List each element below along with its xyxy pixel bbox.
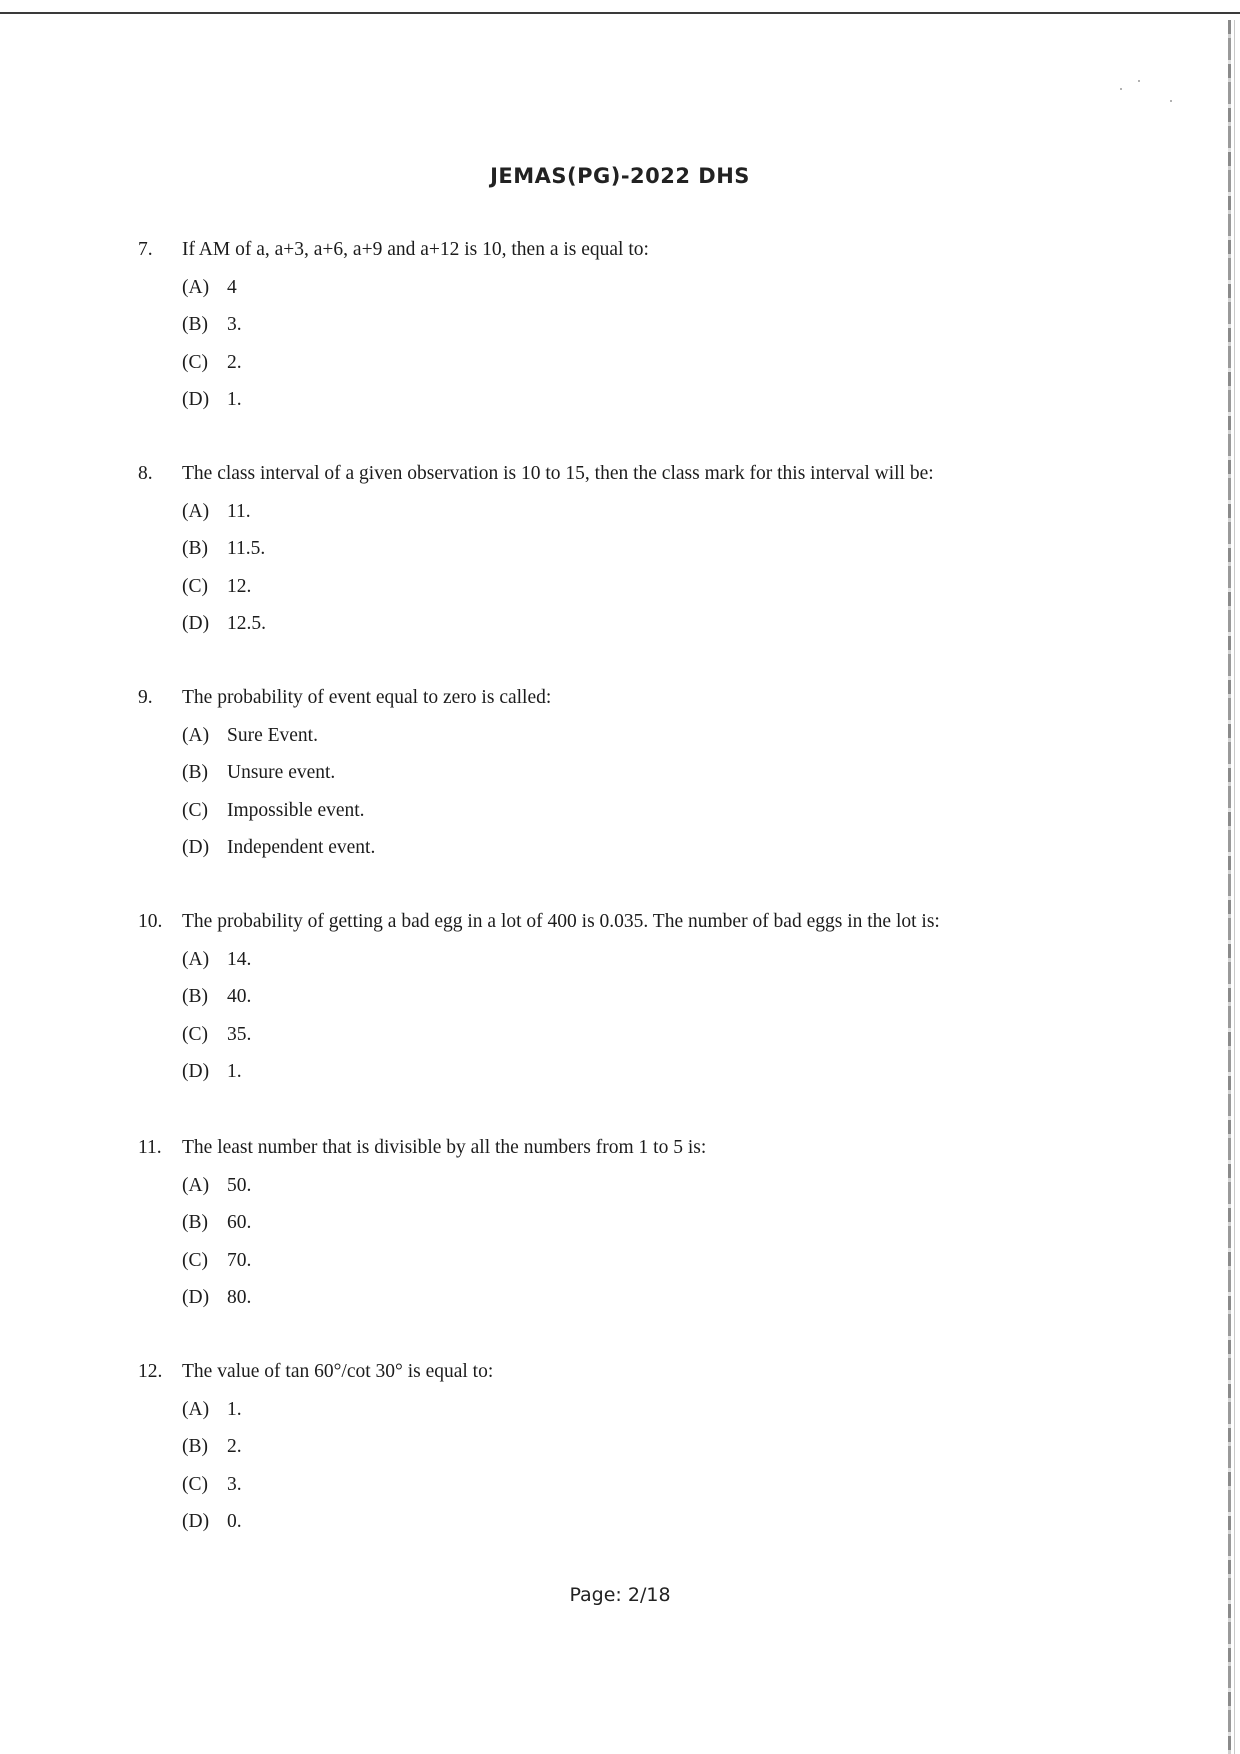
question-text: The probability of getting a bad egg in a lot of 400 is 0.035. The number of bad eggs in the lot is:	[182, 911, 940, 932]
option-letter: (B)	[182, 314, 208, 335]
question-12	[138, 1360, 1138, 1534]
option-text: 12.	[227, 575, 252, 597]
question-7	[138, 238, 1138, 412]
question-stem	[138, 462, 1138, 486]
option-text: 40.	[227, 986, 252, 1007]
scan-right-edge	[1228, 20, 1231, 1754]
option-a	[138, 724, 1138, 748]
option-text: 12.5.	[227, 613, 266, 634]
question-text: The value of tan 60°/cot 30° is equal to:	[182, 1361, 494, 1382]
option-text: Unsure event.	[227, 762, 336, 783]
option-b	[138, 313, 1138, 337]
option-text: 1.	[227, 1061, 242, 1082]
option-text: 80.	[227, 1287, 252, 1308]
option-d	[138, 612, 1138, 636]
option-d	[138, 1286, 1138, 1310]
option-text: 3.	[227, 314, 242, 335]
option-b	[138, 985, 1138, 1009]
option-letter: (D)	[182, 1061, 210, 1082]
option-text: 0.	[227, 1511, 242, 1532]
question-stem	[138, 910, 1138, 934]
option-letter: (A)	[182, 276, 210, 298]
option-b	[138, 761, 1138, 785]
scan-speck	[1170, 100, 1172, 102]
option-a	[138, 500, 1138, 524]
option-letter: (A)	[182, 724, 210, 746]
question-text: If AM of a, a+3, a+6, a+9 and a+12 is 10, then a is equal to:	[182, 239, 649, 260]
option-c	[138, 1473, 1138, 1497]
option-text: 70.	[227, 1249, 252, 1271]
option-d	[138, 1060, 1138, 1084]
option-c	[138, 1023, 1138, 1047]
option-d	[138, 1510, 1138, 1534]
question-11	[138, 1136, 1138, 1310]
option-letter: (A)	[182, 1398, 210, 1420]
option-text: Impossible event.	[227, 799, 365, 821]
option-letter: (C)	[182, 1023, 208, 1045]
option-letter: (B)	[182, 762, 208, 783]
option-letter: (C)	[182, 1473, 208, 1495]
question-number: 11.	[138, 1137, 162, 1158]
question-8	[138, 462, 1138, 636]
option-a	[138, 1174, 1138, 1198]
question-number: 12.	[138, 1361, 163, 1382]
question-number: 8.	[138, 463, 153, 484]
option-b	[138, 1435, 1138, 1459]
question-9	[138, 686, 1138, 860]
question-text: The least number that is divisible by all the numbers from 1 to 5 is:	[182, 1137, 707, 1158]
option-c	[138, 575, 1138, 599]
option-text: 11.5.	[227, 538, 266, 559]
question-stem	[138, 686, 1138, 710]
option-letter: (C)	[182, 1249, 208, 1271]
option-letter: (D)	[182, 389, 210, 410]
option-text: 1.	[227, 1398, 242, 1420]
question-number: 9.	[138, 687, 153, 708]
option-letter: (D)	[182, 613, 210, 634]
top-border-line	[0, 12, 1240, 14]
question-stem	[138, 1360, 1138, 1384]
option-letter: (C)	[182, 799, 208, 821]
option-text: 3.	[227, 1473, 242, 1495]
option-a	[138, 948, 1138, 972]
option-text: 60.	[227, 1212, 252, 1233]
option-b	[138, 537, 1138, 561]
option-letter: (D)	[182, 837, 210, 858]
option-text: Independent event.	[227, 837, 376, 858]
option-letter: (C)	[182, 575, 208, 597]
question-number: 7.	[138, 239, 153, 260]
option-text: 35.	[227, 1023, 252, 1045]
option-a	[138, 1398, 1138, 1422]
question-stem	[138, 238, 1138, 262]
option-text: 4	[227, 276, 237, 298]
option-text: 2.	[227, 1436, 242, 1457]
option-text: 2.	[227, 351, 242, 373]
option-letter: (B)	[182, 1212, 208, 1233]
option-letter: (B)	[182, 538, 208, 559]
option-letter: (D)	[182, 1287, 210, 1308]
scan-speck	[1138, 80, 1140, 82]
question-text: The probability of event equal to zero is called:	[182, 687, 552, 708]
question-text: The class interval of a given observation is 10 to 15, then the class mark for this interval will be:	[182, 463, 934, 484]
option-letter: (B)	[182, 1436, 208, 1457]
option-text: 50.	[227, 1174, 252, 1196]
question-stem	[138, 1136, 1138, 1160]
option-letter: (A)	[182, 500, 210, 522]
option-letter: (D)	[182, 1511, 210, 1532]
option-text: 11.	[227, 500, 251, 522]
question-10	[138, 910, 1138, 1084]
scan-speck	[1120, 88, 1122, 90]
option-letter: (A)	[182, 1174, 210, 1196]
option-text: Sure Event.	[227, 724, 318, 746]
page-number: Page: 2/18	[569, 1584, 671, 1606]
option-a	[138, 276, 1138, 300]
option-d	[138, 836, 1138, 860]
option-b	[138, 1211, 1138, 1235]
page-title: JEMAS(PG)-2022 DHS	[490, 164, 750, 188]
option-text: 14.	[227, 948, 252, 970]
option-letter: (A)	[182, 948, 210, 970]
option-c	[138, 799, 1138, 823]
scan-right-edge-line	[1234, 20, 1235, 1754]
option-letter: (C)	[182, 351, 208, 373]
option-d	[138, 388, 1138, 412]
option-c	[138, 351, 1138, 375]
option-letter: (B)	[182, 986, 208, 1007]
option-text: 1.	[227, 389, 242, 410]
option-c	[138, 1249, 1138, 1273]
question-number: 10.	[138, 911, 163, 932]
